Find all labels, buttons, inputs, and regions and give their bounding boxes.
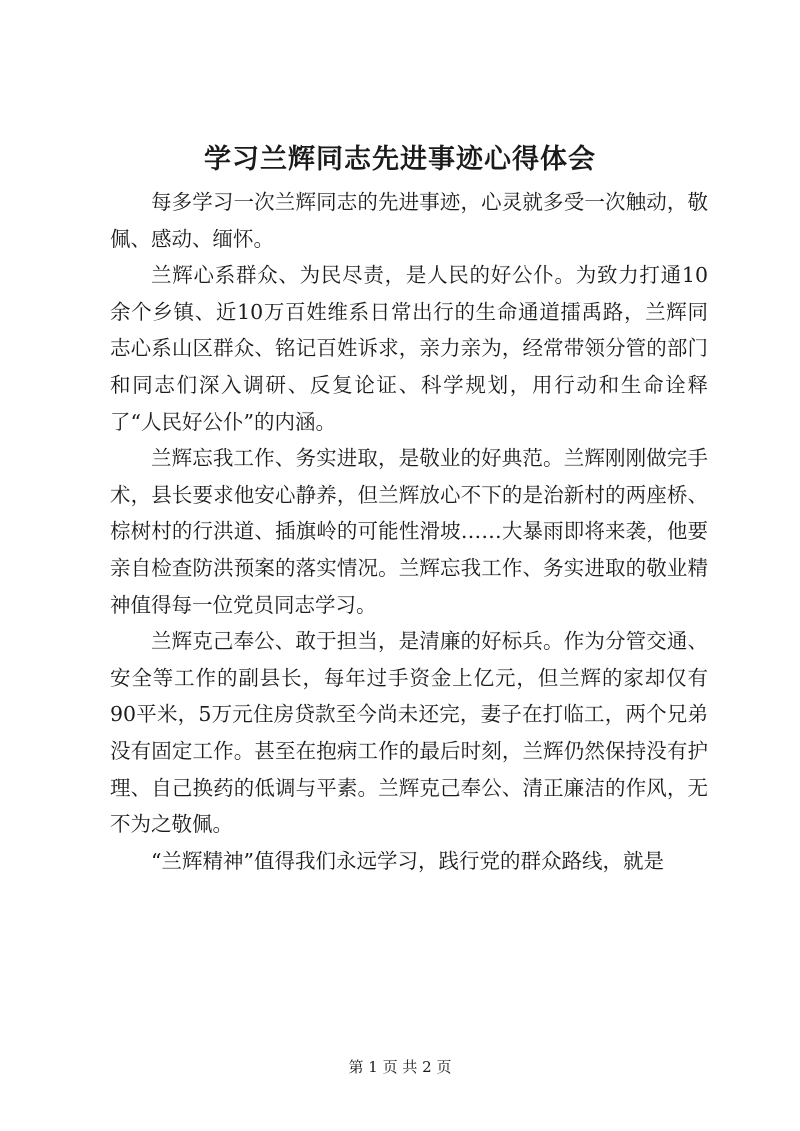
page-number-footer: 第 1 页 共 2 页 (348, 1058, 452, 1076)
paragraph-5: “兰辉精神”值得我们永远学习，践行党的群众路线，就是 (151, 848, 664, 873)
paragraph-4: 兰辉克己奉公、敢于担当，是清廉的好标兵。作为分管交通、安全等工作的副县长，每年过手资金上亿元，但兰辉的家却仅有90平米，5万元住房贷款至今尚未还完，妻子在打临工，两个兄弟没有固定工作。甚至在抱病工作的最后时刻，兰辉仍然保持没有护理、自己换药的低调与平素。兰辉克己奉公、清正廉洁的作风，无不为之敬佩。 (110, 629, 708, 837)
document-body (110, 184, 708, 879)
paragraph-3: 兰辉忘我工作、务实进取，是敬业的好典范。兰辉刚刚做完手术，县长要求他安心静养，但兰辉放心不下的是治新村的两座桥、棕树村的行洪道、插旗岭的可能性滑坡……大暴雨即将来袭，他要亲自检查防洪预案的落实情况。兰辉忘我工作、务实进取的敬业精神值得每一位党员同志学习。 (110, 446, 708, 617)
document-title: 学习兰辉同志先进事迹心得体会 (204, 144, 596, 175)
paragraph-2: 兰辉心系群众、为民尽责，是人民的好公仆。为致力打通10余个乡镇、近10万百姓维系日常出行的生命通道擂禹路，兰辉同志心系山区群众、铭记百姓诉求，亲力亲为，经常带领分管的部门和同志们深入调研、反复论证、科学规划，用行动和生命诠释了“人民好公仆”的内涵。 (110, 263, 708, 434)
paragraph-1: 每多学习一次兰辉同志的先进事迹，心灵就多受一次触动，敬佩、感动、缅怀。 (110, 190, 708, 251)
